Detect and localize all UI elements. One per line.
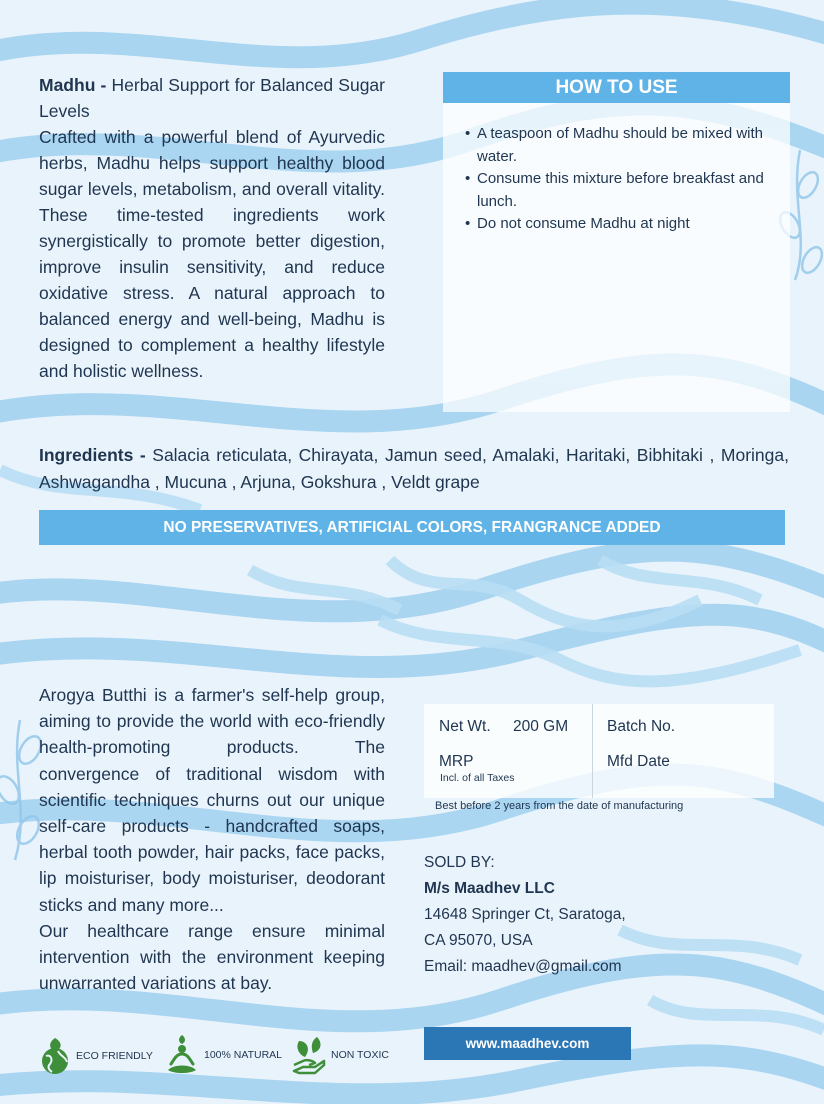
- badge-natural: [164, 1034, 282, 1076]
- sold-by-label: SOLD BY:: [424, 854, 495, 871]
- seller-email[interactable]: Email: maadhev@gmail.com: [424, 958, 622, 975]
- seller-address-line: 14648 Springer Ct, Saratoga,: [424, 906, 626, 923]
- seller-address-line: CA 95070, USA: [424, 932, 533, 949]
- how-to-use-title: HOW TO USE: [443, 72, 790, 103]
- no-preservatives-banner: NO PRESERVATIVES, ARTIFICIAL COLORS, FRANGRANCE ADDED: [39, 510, 785, 545]
- best-before-note: Best before 2 years from the date of manufacturing: [435, 800, 684, 812]
- badge-label: NON TOXIC: [331, 1049, 389, 1061]
- how-to-use-step: • A teaspoon of Madhu should be mixed with water.: [465, 123, 778, 168]
- badge-label: 100% NATURAL: [204, 1049, 283, 1061]
- ingredients-label: Ingredients -: [39, 445, 146, 465]
- mfd-date-label: Mfd Date: [607, 753, 670, 770]
- table-divider: [592, 704, 593, 798]
- badge-eco-friendly: [38, 1036, 153, 1076]
- net-weight-label: Net Wt.: [439, 718, 491, 735]
- hand-leaf-icon: [291, 1035, 327, 1075]
- ingredients-list: Salacia reticulata, Chirayata, Jamun seed, Amalaki, Haritaki, Bibhitaki , Moringa, Ashwagandha , Mucuna , Arjuna, Gokshura , Veldt grape: [39, 445, 789, 492]
- product-tagline: Herbal Support for Balanced Sugar Levels: [39, 75, 385, 121]
- seller-name: M/s Maadhev LLC: [424, 880, 555, 897]
- how-to-use-step: • Consume this mixture before breakfast and lunch.: [465, 168, 778, 213]
- how-to-use-step: • Do not consume Madhu at night: [465, 213, 778, 236]
- intro-heading: [39, 72, 385, 124]
- ingredients: [39, 442, 789, 496]
- badge-non-toxic: [291, 1035, 389, 1075]
- batch-number-label: Batch No.: [607, 718, 676, 735]
- mrp-label: MRP: [439, 753, 474, 770]
- about-paragraph: Our healthcare range ensure minimal intervention with the environment keeping unwarranted variations at bay.: [39, 920, 385, 994]
- product-intro: [39, 72, 385, 384]
- about-section: [39, 682, 385, 996]
- badge-label: ECO FRIENDLY: [76, 1050, 153, 1062]
- about-paragraph: Arogya Butthi is a farmer's self-help group, aiming to provide the world with eco-friendly health-promoting products. The convergence of traditional wisdom with scientific techniques churns out our unique self-care products - handcrafted soaps, herbal tooth powder, hair packs, face packs, lip moisturiser, body moisturiser, deodorant sticks and many more...: [39, 685, 385, 915]
- product-description: Crafted with a powerful blend of Ayurvedic herbs, Madhu helps support healthy blood sugar levels, metabolism, and overall vitality. These time-tested ingredients work synergistically to promote better digestion, improve insulin sensitivity, and reduce oxidative stress. A natural approach to balanced energy and well-being, Madhu is designed to complement a healthy lifestyle and holistic wellness.: [39, 127, 385, 381]
- seller-info: [424, 850, 626, 980]
- how-to-use-panel: [443, 72, 790, 412]
- how-to-use-list: [443, 123, 790, 236]
- globe-leaf-icon: [38, 1036, 72, 1076]
- net-weight-value: 200 GM: [513, 718, 569, 735]
- meditating-person-icon: [164, 1034, 200, 1076]
- product-name: Madhu -: [39, 75, 107, 95]
- mrp-tax-note: Incl. of all Taxes: [440, 772, 515, 784]
- website-link-button[interactable]: www.maadhev.com: [424, 1027, 631, 1060]
- product-info-table: [424, 704, 774, 798]
